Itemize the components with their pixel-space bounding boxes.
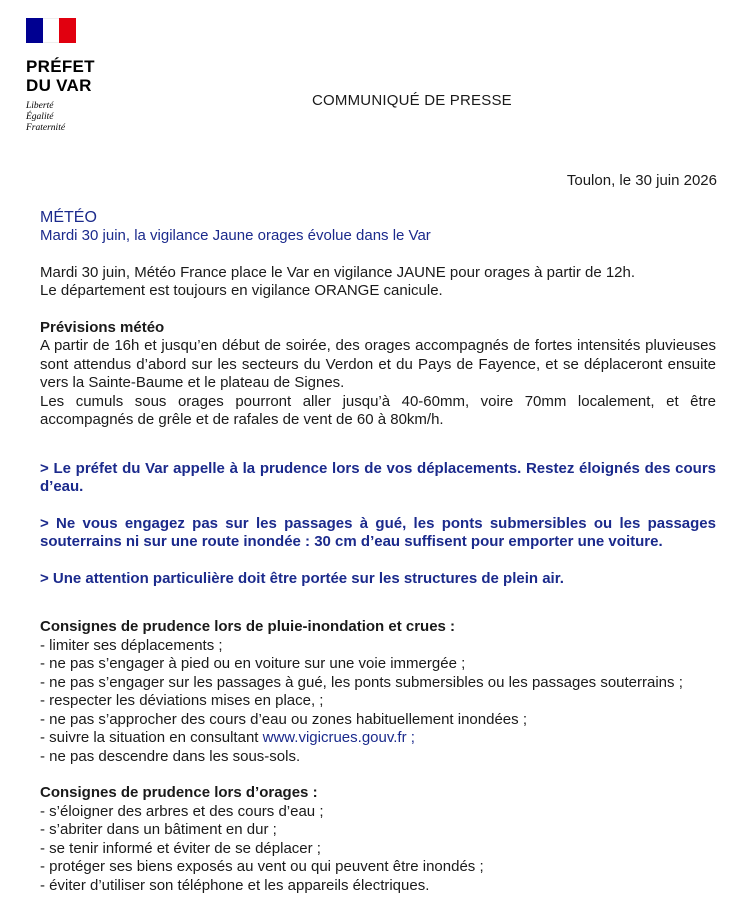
list-item: - limiter ses déplacements ;: [40, 636, 223, 654]
storm-advice-list: [40, 803, 716, 896]
flood-advice-list: [40, 637, 716, 767]
list-item: - ne pas descendre dans les sous-sols.: [40, 747, 301, 765]
republic-motto: [26, 101, 116, 134]
alert-prudence: > Le préfet du Var appelle à la prudence lors de vos déplacements. Restez éloignés des cours d’eau.: [40, 459, 716, 495]
list-item: - ne pas s’approcher des cours d’eau ou zones habituellement inondées ;: [40, 710, 527, 728]
list-item: [40, 729, 716, 748]
article-heading: MÉTÉO: [40, 209, 97, 226]
article-body: [40, 208, 716, 895]
logo-title: [26, 57, 116, 95]
flood-advice-heading: Consignes de prudence lors de pluie-inondation et crues :: [40, 618, 456, 635]
list-item: - protéger ses biens exposés au vent ou qui peuvent être inondés ;: [40, 858, 484, 875]
logo-title-line1: PRÉFET: [26, 57, 95, 76]
forecast-paragraph-1: A partir de 16h et jusqu’en début de soirée, des orages accompagnés de fortes intensités pluvieuses sont attendus d’abord sur les secteurs du Verdon et du Pays de Fayence, et se déplaceront ensuite vers la Sainte-Baume et le plateau de Signes.: [40, 337, 716, 391]
storm-advice-heading: Consignes de prudence lors d’orages :: [40, 784, 318, 801]
list-item: - s’abriter dans un bâtiment en dur ;: [40, 821, 277, 838]
intro-line-1: Mardi 30 juin, Météo France place le Var en vigilance JAUNE pour orages à partir de 12h.: [40, 263, 636, 281]
date-line: Toulon, le 30 juin 2026: [566, 172, 717, 189]
list-item: - respecter les déviations mises en place, ;: [40, 692, 324, 709]
list-item: - se tenir informé et éviter de se déplacer ;: [40, 839, 321, 857]
prefecture-logo: [26, 18, 116, 134]
list-item: - éviter d’utiliser son téléphone et les appareils électriques.: [40, 876, 430, 894]
alert-plein-air: > Une attention particulière doit être portée sur les structures de plein air.: [40, 569, 564, 587]
list-item: - ne pas s’engager à pied ou en voiture sur une voie immergée ;: [40, 655, 466, 672]
motto-liberte: Liberté: [26, 101, 54, 111]
follow-situation-text: - suivre la situation en consultant: [40, 729, 263, 746]
forecast-paragraph-2: Les cumuls sous orages pourront aller jusqu’à 40-60mm, voire 70mm localement, et être accompagnés de grêle et de rafales de vent de 60 à 80km/h.: [40, 392, 716, 428]
intro-line-2: Le département est toujours en vigilance ORANGE canicule.: [40, 282, 443, 299]
list-item: - ne pas s’engager sur les passages à gué, les ponts submersibles ou les passages souterrains ;: [40, 673, 683, 691]
vigicrues-link[interactable]: www.vigicrues.gouv.fr ;: [262, 729, 415, 746]
list-item: - s’éloigner des arbres et des cours d’eau ;: [40, 802, 324, 820]
motto-fraternite: Fraternité: [26, 123, 66, 133]
forecast-heading: Prévisions météo: [40, 318, 165, 336]
press-release-title: COMMUNIQUÉ DE PRESSE: [312, 92, 512, 109]
marianne-flag-icon: [26, 18, 76, 43]
alert-passages: > Ne vous engagez pas sur les passages à gué, les ponts submersibles ou les passages souterrains ni sur une route inondée : 30 cm d’eau suffisent pour emporter une voiture.: [40, 514, 716, 550]
logo-title-line2: DU VAR: [26, 76, 92, 95]
article-subtitle: Mardi 30 juin, la vigilance Jaune orages évolue dans le Var: [40, 227, 431, 244]
motto-egalite: Égalité: [26, 112, 54, 122]
